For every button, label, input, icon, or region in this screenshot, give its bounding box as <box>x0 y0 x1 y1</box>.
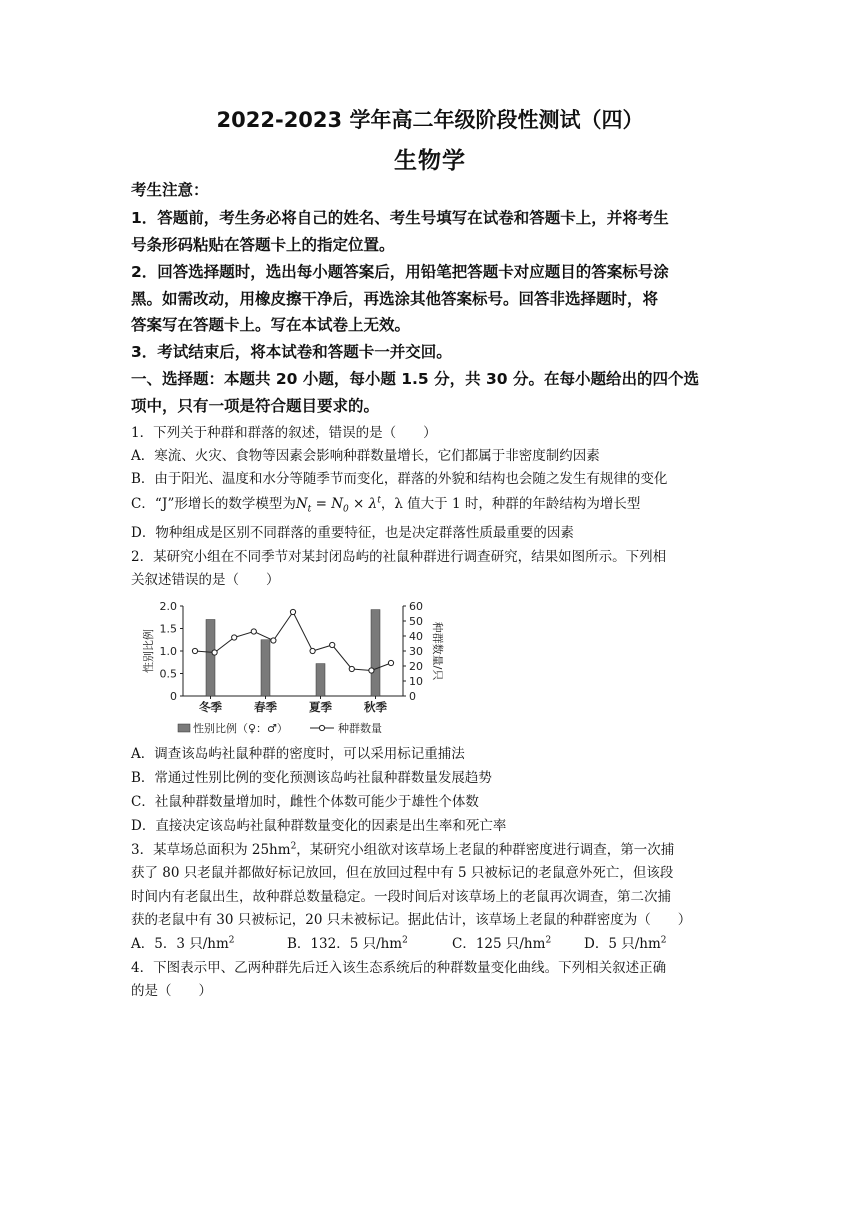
population-point <box>349 666 354 671</box>
category-label: 春季 <box>254 700 277 714</box>
subject-title: 生物学 <box>394 148 466 174</box>
q4-stem-2: 的是（ ） <box>131 983 212 999</box>
right-tick-label: 0 <box>409 690 416 703</box>
right-tick-label: 40 <box>409 630 423 643</box>
sex-ratio-bar <box>261 640 270 696</box>
legend-bar-swatch <box>178 724 190 732</box>
right-axis-label: 种群数量/只 <box>431 621 444 681</box>
q3-line-1: 3．某草场总面积为 $25hm^2$，某研究小组欲对该草场上老鼠的种群密度进行调查，第一次捕 <box>131 841 675 858</box>
sex-ratio-bar <box>206 620 215 697</box>
q3-option-a: A．5．3 只$/hm^2$ <box>131 935 235 952</box>
sex-ratio-bar <box>371 610 380 696</box>
exam-title: 2022-2023 学年高二年级阶段性测试（四） <box>216 108 644 132</box>
left-tick-label: 0.5 <box>159 667 177 681</box>
notice-line-6: 3．考试结束后，将本试卷和答题卡一并交回。 <box>131 343 452 361</box>
population-point <box>330 642 335 647</box>
notice-line-2: 号条形码粘贴在答题卡上的指定位置。 <box>131 236 395 254</box>
right-tick-label: 60 <box>409 600 423 613</box>
q2-option-c: C．社鼠种群数量增加时，雌性个体数可能少于雄性个体数 <box>131 794 479 810</box>
q1-option-b: B．由于阳光、温度和水分等随季节而变化，群落的外貌和结构也会随之发生有规律的变化 <box>131 471 668 487</box>
population-point <box>369 668 374 673</box>
population-point <box>212 650 217 655</box>
section-line-2: 项中，只有一项是符合题目要求的。 <box>131 397 380 415</box>
legend-line-label: 种群数量 <box>338 722 382 735</box>
q3-option-b: B．132．5 只$/hm^2$ <box>287 935 408 952</box>
q2-option-a: A．调查该岛屿社鼠种群的密度时，可以采用标记重捕法 <box>131 746 465 762</box>
right-tick-label: 50 <box>409 615 423 628</box>
population-point <box>232 635 237 640</box>
q3-line-3: 时间内有老鼠出生，故种群总数量稳定。一段时间后对该草场上的老鼠再次调查，第二次捕 <box>131 889 671 905</box>
q3-option-d: D．5 只$/hm^2$ <box>584 935 667 952</box>
q3-line-2: 获了 80 只老鼠并都做好标记放回，但在放回过程中有 5 只被标记的老鼠意外死亡，但该段 <box>131 865 674 881</box>
left-tick-label: 1.0 <box>159 645 177 658</box>
q2-chart <box>130 594 450 744</box>
q1-stem: 1．下列关于种群和群落的叙述，错误的是（ ） <box>131 425 437 441</box>
population-point <box>271 638 276 643</box>
q2-option-b: B．常通过性别比例的变化预测该岛屿社鼠种群数量发展趋势 <box>131 770 492 786</box>
left-tick-label: 0 <box>170 690 177 703</box>
right-tick-label: 30 <box>409 645 423 658</box>
population-point <box>290 609 295 614</box>
q2-stem-2: 关叙述错误的是（ ） <box>131 572 280 588</box>
legend-bar-label: 性别比例（♀：♂） <box>193 722 288 735</box>
notice-line-3: 2．回答选择题时，选出每小题答案后，用铅笔把答题卡对应题目的答案标号涂 <box>131 263 669 281</box>
population-line <box>195 612 391 671</box>
category-label: 秋季 <box>364 700 387 714</box>
category-label: 冬季 <box>199 700 222 714</box>
left-axis-label: 性别比例 <box>142 629 155 673</box>
population-point <box>251 629 256 634</box>
q1-c-post: ，λ 值大于 1 时，种群的年龄结构为增长型 <box>380 496 641 512</box>
q1-option-d: D．物种组成是区别不同群落的重要特征，也是决定群落性质最重要的因素 <box>131 525 574 541</box>
q1-option-a: A．寒流、火灾、食物等因素会影响种群数量增长，它们都属于非密度制约因素 <box>131 448 600 464</box>
q2-option-d: D．直接决定该岛屿社鼠种群数量变化的因素是出生率和死亡率 <box>131 818 507 834</box>
population-point <box>192 648 197 653</box>
left-tick-label: 2.0 <box>159 600 177 613</box>
q2-stem-1: 2．某研究小组在不同季节对某封闭岛屿的社鼠种群进行调查研究，结果如图所示。下列相 <box>131 549 667 565</box>
right-tick-label: 20 <box>409 660 423 673</box>
population-point <box>310 648 315 653</box>
notice-heading: 考生注意： <box>131 181 209 199</box>
notice-line-4: 黑。如需改动，用橡皮擦干净后，再选涂其他答案标号。回答非选择题时，将 <box>131 290 659 308</box>
right-tick-label: 10 <box>409 675 423 688</box>
population-point <box>388 660 393 665</box>
q3-option-c: C．125 只$/hm^2$ <box>452 935 552 952</box>
notice-line-5: 答案写在答题卡上。写在本试卷上无效。 <box>131 316 411 334</box>
legend-line-marker <box>319 725 324 730</box>
q3-line-4: 获的老鼠中有 30 只被标记，20 只未被标记。据此估计，该草场上老鼠的种群密度为（ ） <box>131 912 692 928</box>
notice-line-1: 1．答题前，考生务必将自己的姓名、考生号填写在试卷和答题卡上，并将考生 <box>131 209 669 227</box>
left-tick-label: 1.5 <box>159 622 177 636</box>
q1-c-pre: C．“J”形增长的数学模型为 <box>131 496 296 512</box>
category-label: 夏季 <box>309 700 332 714</box>
section-line-1: 一、选择题：本题共 20 小题，每小题 1.5 分，共 30 分。在每小题给出的四个选 <box>131 370 699 388</box>
sex-ratio-bar <box>316 664 325 696</box>
q4-stem-1: 4．下图表示甲、乙两种群先后迁入该生态系统后的种群数量变化曲线。下列相关叙述正确 <box>131 960 667 976</box>
q1-option-c <box>131 492 641 515</box>
q1-c-formula: $N_t = N_0 \times \lambda^t$ <box>295 495 381 515</box>
